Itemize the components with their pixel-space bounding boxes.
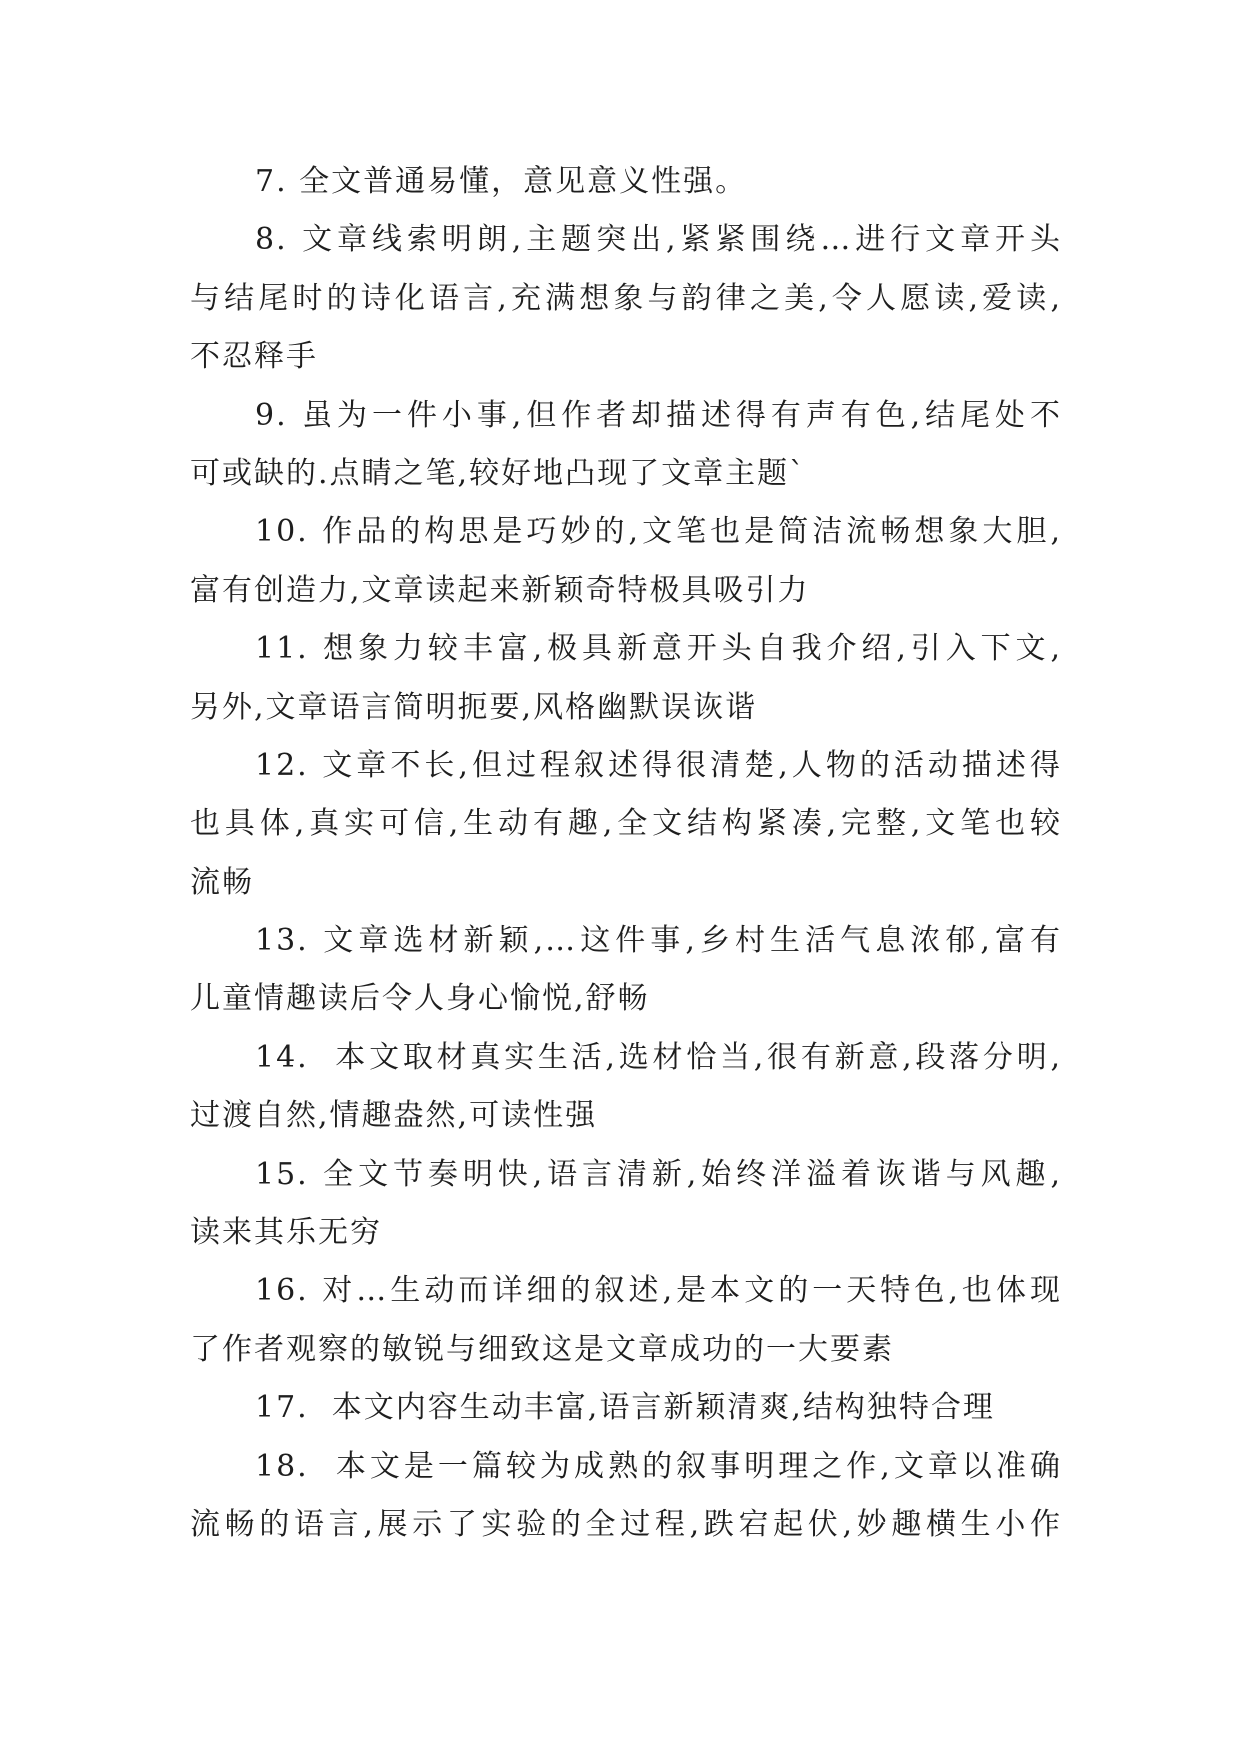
text-line: 也具体,真实可信,生动有趣,全文结构紧凑,完整,文笔也较: [190, 806, 1062, 842]
text-line: 17. 本文内容生动丰富,语言新颖清爽,结构独特合理: [255, 1390, 995, 1426]
text-line: 流畅: [190, 864, 254, 900]
text-line: 15. 全文节奏明快,语言清新,始终洋溢着诙谐与风趣,: [255, 1156, 1062, 1192]
text-line: 富有创造力,文章读起来新颖奇特极具吸引力: [190, 572, 810, 608]
list-item-9: [190, 387, 1062, 504]
text-line: 11. 想象力较丰富,极具新意开头自我介绍,引入下文,: [255, 631, 1062, 667]
text-line: 过渡自然,情趣盎然,可读性强: [190, 1098, 598, 1134]
list-item-11: [190, 620, 1062, 737]
text-line: 12. 文章不长,但过程叙述得很清楚,人物的活动描述得: [255, 747, 1062, 783]
list-item-12: [190, 737, 1062, 912]
text-line: 13. 文章选材新颖,…这件事,乡村生活气息浓郁,富有: [255, 923, 1062, 959]
list-item-17: [190, 1379, 1062, 1437]
text-line: 18. 本文是一篇较为成熟的叙事明理之作,文章以准确: [255, 1448, 1062, 1484]
list-item-10: [190, 503, 1062, 620]
list-item-15: [190, 1146, 1062, 1263]
list-item-16: [190, 1262, 1062, 1379]
text-line: 14. 本文取材真实生活,选材恰当,很有新意,段落分明,: [255, 1039, 1062, 1075]
text-line: 16. 对…生动而详细的叙述,是本文的一天特色,也体现: [255, 1273, 1062, 1309]
text-line: 流畅的语言,展示了实验的全过程,跌宕起伏,妙趣横生小作: [190, 1506, 1062, 1542]
text-line: 8. 文章线索明朗,主题突出,紧紧围绕…进行文章开头: [255, 222, 1062, 258]
text-line: 可或缺的.点睛之笔,较好地凸现了文章主题`: [190, 455, 807, 491]
text-line: 不忍释手: [190, 339, 318, 375]
text-line: 10. 作品的构思是巧妙的,文笔也是简洁流畅想象大胆,: [255, 514, 1062, 550]
document-body: [190, 153, 1062, 1554]
text-line: 读来其乐无穷: [190, 1215, 382, 1251]
list-item-14: [190, 1029, 1062, 1146]
list-item-7: [190, 153, 1062, 211]
text-line: 9. 虽为一件小事,但作者却描述得有声有色,结尾处不: [255, 397, 1062, 433]
text-line: 7. 全文普通易懂，意见意义性强。: [255, 164, 748, 199]
list-item-8: [190, 211, 1062, 386]
text-line: 了作者观察的敏锐与细致这是文章成功的一大要素: [190, 1331, 894, 1367]
list-item-18: [190, 1438, 1062, 1555]
text-line: 另外,文章语言简明扼要,风格幽默误诙谐: [190, 689, 758, 725]
list-item-13: [190, 912, 1062, 1029]
text-line: 儿童情趣读后令人身心愉悦,舒畅: [190, 981, 650, 1017]
text-line: 与结尾时的诗化语言,充满想象与韵律之美,令人愿读,爱读,: [190, 280, 1062, 316]
